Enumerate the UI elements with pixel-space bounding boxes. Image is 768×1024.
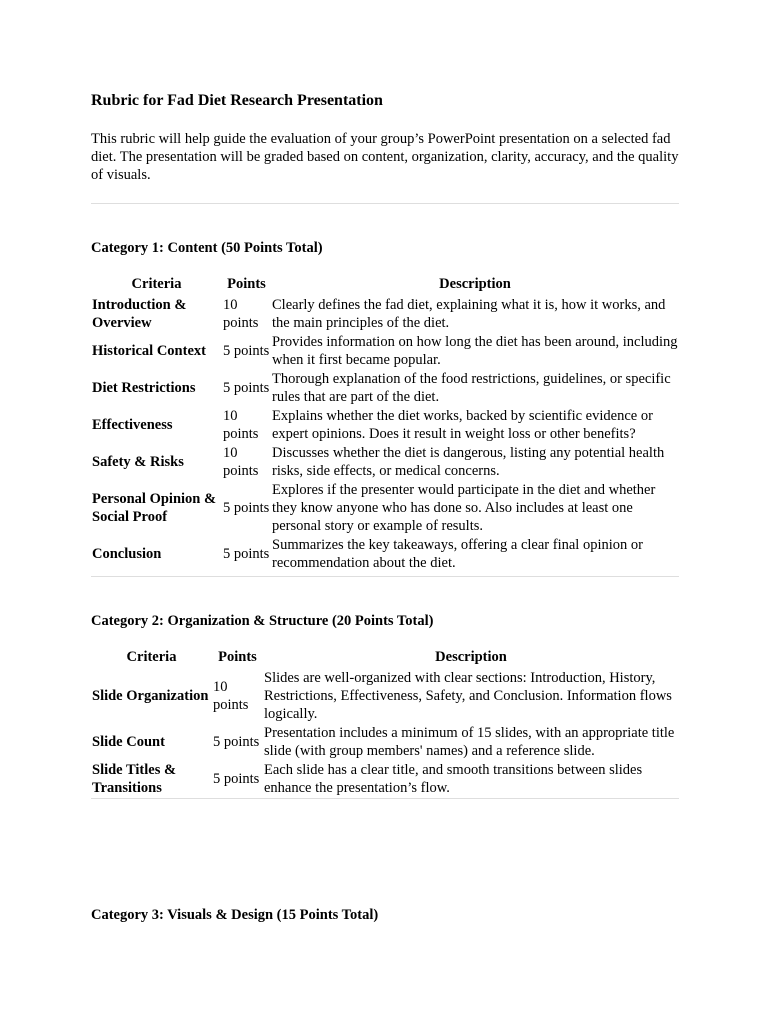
description-cell: Each slide has a clear title, and smooth transitions between slides enhance the presentation’s flow.: [264, 761, 643, 796]
category-1-heading: Category 1: Content (50 Points Total): [91, 240, 323, 256]
table-row: [91, 369, 679, 406]
table-header-row: [91, 275, 679, 295]
description-cell: Provides information on how long the diet has been around, including when it first became popular.: [272, 333, 678, 368]
divider: [91, 798, 679, 799]
description-cell: Explores if the presenter would participate in the diet and whether they know anyone who has done so. Also includes at least one personal story or example of results.: [272, 481, 656, 534]
points-cell: 5 points: [213, 770, 260, 787]
points-cell: 10 points: [223, 444, 259, 479]
points-cell: 5 points: [223, 545, 270, 562]
table-row: [91, 535, 679, 572]
criteria-cell: Personal Opinion & Social Proof: [92, 490, 217, 525]
description-cell: Discusses whether the diet is dangerous, listing any potential health risks, side effects, or medical concerns.: [272, 444, 665, 479]
column-header-description: Description: [435, 649, 507, 665]
category-2-heading: Category 2: Organization & Structure (20 Points Total): [91, 613, 434, 629]
column-header-criteria: Criteria: [131, 276, 182, 292]
points-cell: 10 points: [213, 678, 249, 713]
table-row: [91, 723, 679, 760]
table-row: [91, 668, 679, 723]
criteria-cell: Slide Organization: [92, 687, 209, 704]
criteria-cell: Introduction & Overview: [92, 296, 187, 331]
divider: [91, 576, 679, 577]
column-header-points: Points: [227, 276, 266, 292]
points-cell: 10 points: [223, 296, 259, 331]
points-cell: 5 points: [223, 499, 270, 516]
points-cell: 10 points: [223, 407, 259, 442]
column-header-description: Description: [439, 276, 511, 292]
criteria-cell: Effectiveness: [92, 416, 173, 433]
description-cell: Clearly defines the fad diet, explaining what it is, how it works, and the main principles of the diet.: [272, 296, 666, 331]
document-title: Rubric for Fad Diet Research Presentation: [91, 92, 383, 109]
intro-paragraph: This rubric will help guide the evaluation of your group’s PowerPoint presentation on a selected fad diet. The presentation will be graded based on content, organization, clarity, accuracy, and the quality of visuals.: [91, 131, 679, 183]
column-header-criteria: Criteria: [126, 649, 177, 665]
description-cell: Presentation includes a minimum of 15 slides, with an appropriate title slide (with group members' names) and a reference slide.: [264, 724, 675, 759]
category-2-table: [91, 648, 679, 797]
criteria-cell: Safety & Risks: [92, 453, 184, 470]
points-cell: 5 points: [223, 379, 270, 396]
table-header-row: [91, 648, 679, 668]
criteria-cell: Diet Restrictions: [92, 379, 196, 396]
table-row: [91, 443, 679, 480]
points-cell: 5 points: [213, 733, 260, 750]
table-row: [91, 295, 679, 332]
description-cell: Slides are well-organized with clear sections: Introduction, History, Restrictions, Effectiveness, Safety, and Conclusion. Information flows logically.: [264, 669, 672, 722]
criteria-cell: Historical Context: [92, 342, 206, 359]
column-header-points: Points: [218, 649, 257, 665]
description-cell: Summarizes the key takeaways, offering a clear final opinion or recommendation about the diet.: [272, 536, 643, 571]
category-1-table: [91, 275, 679, 572]
description-cell: Thorough explanation of the food restrictions, guidelines, or specific rules that are part of the diet.: [272, 370, 671, 405]
criteria-cell: Slide Titles & Transitions: [92, 761, 177, 796]
points-cell: 5 points: [223, 342, 270, 359]
table-row: [91, 480, 679, 535]
criteria-cell: Conclusion: [92, 545, 162, 562]
description-cell: Explains whether the diet works, backed by scientific evidence or expert opinions. Does it result in weight loss or other benefits?: [272, 407, 653, 442]
table-row: [91, 332, 679, 369]
divider: [91, 203, 679, 204]
category-3-heading: Category 3: Visuals & Design (15 Points Total): [91, 907, 379, 923]
table-row: [91, 760, 679, 797]
criteria-cell: Slide Count: [92, 733, 165, 750]
table-row: [91, 406, 679, 443]
